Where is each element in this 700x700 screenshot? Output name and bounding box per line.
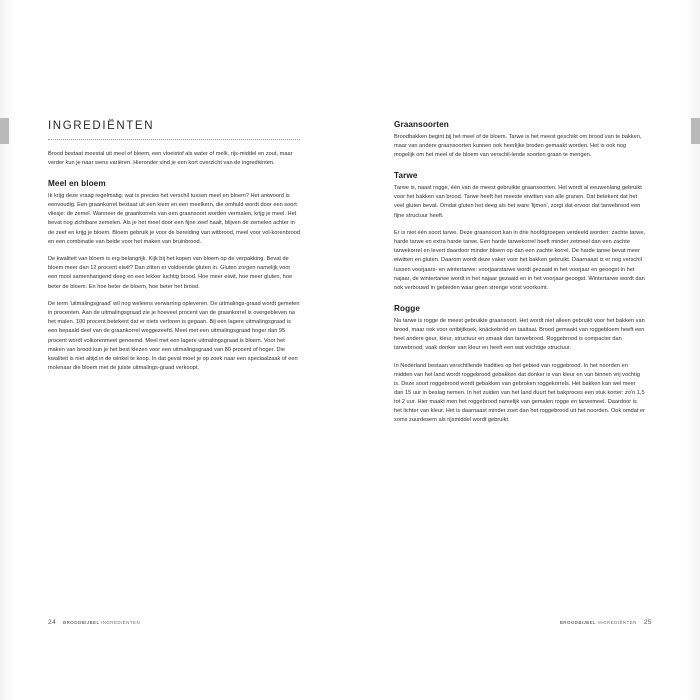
body-paragraph: Ik krijg deze vraag regelmatig: wat is precies het verschil tussen meel en bloem? Het antwoord is eenvoudig. Een graankorrel bestaat uit een kiem en een meelkern, die omhuld wordt door een soort vliesje: de zemel. Wanneer de graankorrels van een graansoort worden vermalen, krijg je meel. Het bevat nog zichtbare zemelen. Als je het meel door een fijne zeef haalt, blijven de zemelen achter in de zeef en krijg je bloem. Bloem gebruik je voor de bereiding van witbrood, meel voor vol-korenbrood en een combinatie van beide voor het maken van bruinbrood. — [48, 193, 300, 245]
body-paragraph: Er is niet één soort tarwe. Deze graansoort kan in drie hoofdgroepen verdeeld worden: zachte tarwe, harde tarwe en extra harde tarwe. Een harde tarwekorrel heeft minder zetmeel dan een zachte tarwekorrel en levert daardoor minder bloem op dan een zachte korrel. De harde tarwe bevat meer eiwitten en gluten. Daarom wordt deze vaker voor het bakken gebruikt. Daarnaast is er nog verschil tussen voorjaars- en wintertarwe: voorjaarstarwe wordt gezaaid in het voorjaar en geoogst in het najaar, de wintertarwe wordt in het najaar gezaaid en in het voorjaar geoogst. Wintertarwe wordt dan ook verbouwd in gebieden waar geen strenge vorst voorkomt. — [394, 230, 646, 291]
subheading-meel-en-bloem: Meel en bloem — [48, 179, 106, 189]
body-paragraph: Na tarwe is rogge de meest gebruikte graansoort. Het wordt niet alleen gebruikt voor het bakken van brood, maar ook voor ontbijtkoek, knäckebröd en taaitaai. Brood gemaakt van roggebloem heeft een heel andere geur, kleur, structuur en smaak dan tarwebrood. Roggebrood is compacter dan tarwebrood, vaak donker van kleur en heeft een wat vochtige structuur. — [394, 317, 645, 352]
subheading-graansoorten: Graansoorten — [394, 120, 449, 129]
body-paragraph: De kwaliteit van bloem is erg belangrijk. Kijk bij het kopen van bloem op de verpakking. Bevat de bloem meer dan 12 procent eiwit? Dan zitten er voldoende gluten in. Gluten zorgen namelijk voor een mooi samenhangend deeg en een lekker luchtig brood. Hoe meer eiwit, hoe meer gluten, hoe beter de bloem. En hoe beter de bloem, hoe beter het brood. — [48, 256, 293, 290]
footer-left — [48, 619, 140, 626]
footer-book-title: BROODBIJBEL — [559, 620, 596, 625]
subheading-rogge: Rogge — [394, 303, 420, 313]
footer-right — [560, 619, 652, 626]
subheading-tarwe: Tarwe — [394, 171, 418, 181]
footer-crumb — [560, 620, 637, 625]
footer-chapter: INGREDIËNTEN — [597, 620, 637, 625]
body-paragraph: De term 'uitmalingsgraad' wil nog weleens verwarring opleveren. De uitmalings-graad wordt gemeten in procenten. Aan de uitmalingsgraad zie je hoeveel procent van de graankorrel is overgebleven na het malen. 100 procent betekent dat er niets verloren is gegaan. Bij een lagere uitmalingsgraad is een bepaald deel van de graankorrel weggezeefd. Meel met een uitmalingsgraad hoger dan 95 procent wordt volkorenmeel genoemd. Meel met een lagere uitmalingsgraad is bloem. Voor het maken van brood kun je het best kiezen voor een uitmalingsgraad van 80 procent of hoger. Die kwaliteit is niet altijd in de winkel te koop. In dat geval moet je op zoek naar een speciaalzaak of een molenaar die bloem met de juiste uitmalings-graad verkoopt. — [48, 301, 300, 371]
footer-crumb — [63, 620, 140, 625]
page-number: 24 — [48, 619, 57, 626]
page-right — [350, 0, 700, 700]
body-paragraph: Tarwe is, naast rogge, één van de meest gebruikte graansoorten. Het wordt al eeuwenlang gebruikt voor het bakken van brood. Tarwe heeft het meeste eiwitten van alle granen. Dat betekent dat het veel gluten bevat. Omdat gluten het deeg als het ware 'lijmen', zorgt dat ervoor dat tarwebrood een fijne structuur heeft. — [394, 185, 642, 219]
footer-book-title: BROODBIJBEL — [63, 620, 100, 625]
page-number: 25 — [643, 619, 652, 626]
footer-chapter: INGREDIËNTEN — [100, 620, 141, 625]
page-title: INGREDIËNTEN — [48, 120, 155, 132]
intro-paragraph: Broodbakken begint bij het meel of de bloem. Tarwe is het meest geschikt om brood van te bakken, maar van andere graansoorten kunnen ook heerlijke broden gemaakt worden. Het is ook nog mogelijk om het meel of de bloem van verschil-lende soorten graan te mengen. — [394, 134, 642, 159]
page-right-content — [394, 120, 646, 425]
intro-paragraph: Brood bestaat meestal uit meel of bloem, een vloeistof als water of melk, rijs-middel en zout, maar verder kun je naar wens variëren. Hieronder vind je een kort overzicht van de ingrediënten. — [48, 151, 293, 167]
page-left-content — [48, 120, 300, 373]
title-divider — [48, 139, 300, 140]
body-paragraph: In Nederland bestaan verschillende tradities op het gebied van roggebrood. In het noorden en midden van het land wordt roggebrood gebakken dat donker is van kleur en van binnen vrij vochtig is. Deze soort roggebrood wordt gebakken van gebroken roggekorrels. Het bakken kan wel meer dan 15 uur in beslag nemen. In het zuiden van het land duurt het bakproces een stuk korter: zo'n 1,5 tot 2 uur. Hier maakt men het roggebrood namelijk van gemalen rogge en tarwemeel. Daardoor is het lichter van kleur. Het is daarnaast minder zoet dan het roggebrood uit het noorden. Ook omdat er soms zuurdesem als rijsmiddel wordt gebruikt. — [394, 362, 646, 424]
